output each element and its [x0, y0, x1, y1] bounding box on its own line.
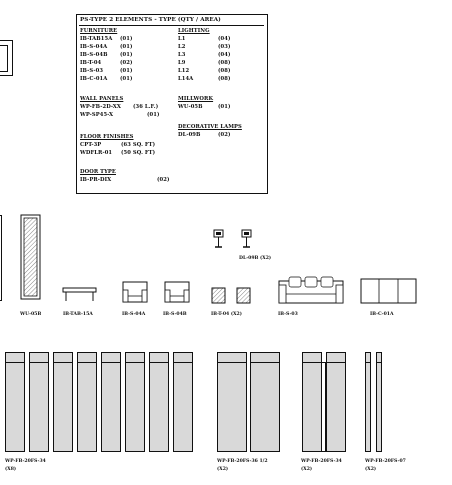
partial-column-element — [0, 215, 2, 301]
lighting-code: L3 — [178, 52, 186, 58]
wall-panels-heading: WALL PANELS — [80, 96, 124, 102]
lighting-qty: (08) — [218, 76, 231, 82]
wall-panel-qty: (01) — [147, 112, 160, 118]
wall-panel — [149, 352, 169, 452]
t04-label: IB-T-04 (X2) — [211, 312, 242, 317]
furniture-code: IB-T-04 — [80, 60, 102, 66]
s04b-chair-elevation — [164, 281, 190, 305]
tab15a-table-elevation — [62, 287, 98, 303]
floor-finishes-heading: FLOOR FINISHES — [80, 134, 134, 140]
furniture-code: IB-C-01A — [80, 76, 108, 82]
floor-finish-code: WDFLR-01 — [80, 150, 113, 156]
furniture-code: IB-S-04B — [80, 52, 108, 58]
elements-legend — [76, 14, 268, 194]
panel-group4-qty: (X2) — [365, 467, 377, 472]
panel-group3-name: WP-FB-20FS-34 — [301, 459, 342, 464]
furniture-qty: (01) — [120, 36, 133, 42]
t04-side-table-elevation-2 — [236, 287, 252, 305]
lighting-code: L14A — [178, 76, 194, 82]
floor-finish-code: CPT-3P — [80, 142, 102, 148]
decorative-lamp-qty: (02) — [218, 132, 231, 138]
wall-panel — [250, 352, 280, 452]
lighting-qty: (04) — [218, 52, 231, 58]
furniture-code: IB-S-03 — [80, 68, 104, 74]
lighting-qty: (04) — [218, 36, 231, 42]
wall-panel-code: WP-FB-2D-XX — [80, 104, 122, 110]
s04a-chair-elevation — [122, 281, 148, 305]
wall-panel — [125, 352, 145, 452]
millwork-qty: (01) — [218, 104, 231, 110]
panel-group1-name: WP-FB-20FS-34 — [5, 459, 46, 464]
c01a-credenza-elevation — [360, 278, 418, 305]
decorative-lamps-heading: DECORATIVE LAMPS — [178, 124, 242, 130]
panel-group4-name: WP-FB-20FS-07 — [365, 459, 406, 464]
t04-side-table-elevation-1 — [211, 287, 227, 305]
lighting-code: L1 — [178, 36, 186, 42]
wall-panel-code: WP-SP45-X — [80, 112, 114, 118]
partial-frame-element — [0, 40, 13, 76]
furniture-qty: (01) — [120, 76, 133, 82]
wall-panel — [326, 352, 346, 452]
s04a-label: IB-S-04A — [122, 312, 146, 317]
decorative-lamp-elevation-2 — [240, 228, 254, 250]
wall-panel — [302, 352, 322, 452]
lighting-code: L2 — [178, 44, 186, 50]
furniture-heading: FURNITURE — [80, 28, 118, 34]
wu05b-millwork-elevation — [20, 214, 42, 300]
furniture-qty: (02) — [120, 60, 133, 66]
furniture-qty: (01) — [120, 44, 133, 50]
millwork-code: WU-05B — [178, 104, 203, 110]
decorative-lamp-code: DL-09B — [178, 132, 201, 138]
lighting-qty: (08) — [218, 60, 231, 66]
wall-panel — [77, 352, 97, 452]
panel-group3-qty: (X2) — [301, 467, 313, 472]
wu05b-label: WU-05B — [20, 312, 42, 317]
c01a-label: IB-C-01A — [370, 312, 394, 317]
legend-title: PS-TYPE 2 ELEMENTS - TYPE (QTY / AREA) — [80, 17, 221, 23]
wall-panel — [53, 352, 73, 452]
wall-panel — [173, 352, 193, 452]
door-type-code: IB-PR-DIX — [80, 177, 112, 183]
lighting-qty: (08) — [218, 68, 231, 74]
lighting-heading: LIGHTING — [178, 28, 210, 34]
wall-panel — [365, 352, 371, 452]
lighting-code: L12 — [178, 68, 190, 74]
lighting-qty: (03) — [218, 44, 231, 50]
panel-group2-qty: (X2) — [217, 467, 229, 472]
wall-panel — [5, 352, 25, 452]
door-type-qty: (02) — [157, 177, 170, 183]
wall-panel — [376, 352, 382, 452]
millwork-heading: MILLWORK — [178, 96, 214, 102]
wall-panel-qty: (36 L.F.) — [133, 104, 159, 110]
furniture-qty: (01) — [120, 68, 133, 74]
tab15a-label: IB-TAB-15A — [63, 312, 93, 317]
lighting-code: L9 — [178, 60, 186, 66]
furniture-code: IB-S-04A — [80, 44, 108, 50]
floor-finish-qty: (63 SQ. FT) — [121, 142, 156, 148]
furniture-code: IB-TAB15A — [80, 36, 113, 42]
panel-group1-qty: (X8) — [5, 467, 17, 472]
s04b-label: IB-S-04B — [163, 312, 187, 317]
dl09b-label: DL-09B (X2) — [239, 256, 272, 261]
panel-group2-name: WP-FB-20FS-36 1/2 — [217, 459, 268, 464]
floor-finish-qty: (50 SQ. FT) — [121, 150, 156, 156]
legend-title-rule — [79, 25, 264, 26]
s03-label: IB-S-03 — [278, 312, 298, 317]
furniture-qty: (01) — [120, 52, 133, 58]
s03-sofa-elevation — [278, 275, 344, 305]
decorative-lamp-elevation-1 — [212, 228, 226, 250]
wall-panel — [29, 352, 49, 452]
door-type-heading: DOOR TYPE — [80, 169, 116, 175]
wall-panel — [217, 352, 247, 452]
wall-panel — [101, 352, 121, 452]
